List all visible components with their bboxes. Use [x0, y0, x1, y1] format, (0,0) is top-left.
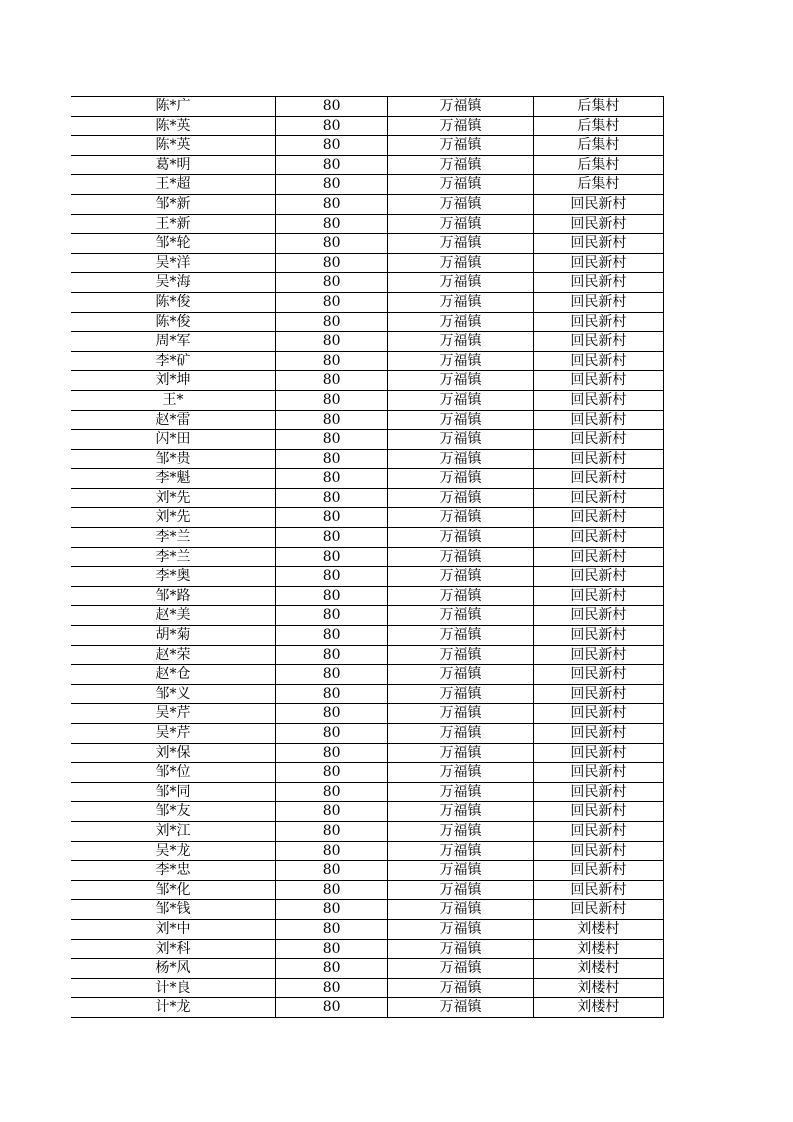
town-cell: 万福镇	[388, 234, 533, 254]
town-cell: 万福镇	[388, 763, 533, 783]
table-row	[71, 900, 664, 920]
table-row	[71, 606, 664, 626]
table-row	[71, 939, 664, 959]
amount-cell: 80	[276, 155, 388, 175]
name-cell: 吴*芹	[71, 704, 276, 724]
village-cell: 后集村	[533, 116, 663, 136]
village-cell: 回民新村	[533, 880, 663, 900]
town-cell: 万福镇	[388, 626, 533, 646]
name-cell: 吴*洋	[71, 253, 276, 273]
village-cell: 回民新村	[533, 194, 663, 214]
name-cell: 赵*雷	[71, 410, 276, 430]
name-cell: 杨*风	[71, 959, 276, 979]
name-cell: 邹*化	[71, 880, 276, 900]
amount-cell: 80	[276, 978, 388, 998]
village-cell: 回民新村	[533, 488, 663, 508]
village-cell: 刘楼村	[533, 919, 663, 939]
name-cell: 王*	[71, 390, 276, 410]
name-cell: 刘*中	[71, 919, 276, 939]
name-cell: 胡*菊	[71, 626, 276, 646]
village-cell: 回民新村	[533, 253, 663, 273]
name-cell: 计*龙	[71, 998, 276, 1018]
table-row	[71, 724, 664, 744]
table-row	[71, 959, 664, 979]
name-cell: 李*矿	[71, 351, 276, 371]
name-cell: 刘*保	[71, 743, 276, 763]
name-cell: 闪*田	[71, 430, 276, 450]
town-cell: 万福镇	[388, 665, 533, 685]
name-cell: 李*兰	[71, 528, 276, 548]
village-cell: 回民新村	[533, 704, 663, 724]
name-cell: 邹*位	[71, 763, 276, 783]
amount-cell: 80	[276, 743, 388, 763]
village-cell: 回民新村	[533, 332, 663, 352]
name-cell: 王*新	[71, 214, 276, 234]
amount-cell: 80	[276, 508, 388, 528]
village-cell: 后集村	[533, 136, 663, 156]
amount-cell: 80	[276, 488, 388, 508]
amount-cell: 80	[276, 586, 388, 606]
table-row	[71, 861, 664, 881]
town-cell: 万福镇	[388, 684, 533, 704]
table-row	[71, 155, 664, 175]
town-cell: 万福镇	[388, 116, 533, 136]
name-cell: 邹*钱	[71, 900, 276, 920]
village-cell: 回民新村	[533, 743, 663, 763]
table-row	[71, 547, 664, 567]
town-cell: 万福镇	[388, 743, 533, 763]
village-cell: 回民新村	[533, 606, 663, 626]
table-row	[71, 508, 664, 528]
table-row	[71, 528, 664, 548]
name-cell: 李*忠	[71, 861, 276, 881]
amount-cell: 80	[276, 880, 388, 900]
table-row	[71, 292, 664, 312]
town-cell: 万福镇	[388, 273, 533, 293]
village-cell: 回民新村	[533, 763, 663, 783]
town-cell: 万福镇	[388, 724, 533, 744]
data-table	[71, 96, 664, 1018]
table-row	[71, 194, 664, 214]
table-row	[71, 253, 664, 273]
town-cell: 万福镇	[388, 136, 533, 156]
name-cell: 陈*俊	[71, 292, 276, 312]
village-cell: 回民新村	[533, 351, 663, 371]
amount-cell: 80	[276, 528, 388, 548]
town-cell: 万福镇	[388, 488, 533, 508]
town-cell: 万福镇	[388, 939, 533, 959]
amount-cell: 80	[276, 900, 388, 920]
table-row	[71, 234, 664, 254]
town-cell: 万福镇	[388, 351, 533, 371]
village-cell: 刘楼村	[533, 939, 663, 959]
village-cell: 回民新村	[533, 841, 663, 861]
name-cell: 吴*龙	[71, 841, 276, 861]
village-cell: 刘楼村	[533, 998, 663, 1018]
village-cell: 回民新村	[533, 665, 663, 685]
town-cell: 万福镇	[388, 567, 533, 587]
amount-cell: 80	[276, 234, 388, 254]
village-cell: 回民新村	[533, 626, 663, 646]
town-cell: 万福镇	[388, 606, 533, 626]
name-cell: 葛*明	[71, 155, 276, 175]
table-row	[71, 704, 664, 724]
village-cell: 回民新村	[533, 390, 663, 410]
village-cell: 回民新村	[533, 528, 663, 548]
village-cell: 回民新村	[533, 214, 663, 234]
town-cell: 万福镇	[388, 469, 533, 489]
town-cell: 万福镇	[388, 782, 533, 802]
amount-cell: 80	[276, 430, 388, 450]
town-cell: 万福镇	[388, 998, 533, 1018]
town-cell: 万福镇	[388, 97, 533, 117]
amount-cell: 80	[276, 332, 388, 352]
amount-cell: 80	[276, 763, 388, 783]
town-cell: 万福镇	[388, 900, 533, 920]
table-row	[71, 430, 664, 450]
amount-cell: 80	[276, 273, 388, 293]
name-cell: 陈*广	[71, 97, 276, 117]
table-row	[71, 567, 664, 587]
amount-cell: 80	[276, 136, 388, 156]
amount-cell: 80	[276, 351, 388, 371]
town-cell: 万福镇	[388, 919, 533, 939]
name-cell: 李*奥	[71, 567, 276, 587]
town-cell: 万福镇	[388, 645, 533, 665]
village-cell: 回民新村	[533, 900, 663, 920]
village-cell: 刘楼村	[533, 959, 663, 979]
name-cell: 邹*友	[71, 802, 276, 822]
table-row	[71, 469, 664, 489]
table-row	[71, 312, 664, 332]
village-cell: 回民新村	[533, 684, 663, 704]
village-cell: 回民新村	[533, 586, 663, 606]
table-row	[71, 978, 664, 998]
village-cell: 回民新村	[533, 782, 663, 802]
town-cell: 万福镇	[388, 312, 533, 332]
name-cell: 计*良	[71, 978, 276, 998]
name-cell: 赵*仓	[71, 665, 276, 685]
name-cell: 陈*俊	[71, 312, 276, 332]
village-cell: 回民新村	[533, 508, 663, 528]
name-cell: 邹*新	[71, 194, 276, 214]
amount-cell: 80	[276, 861, 388, 881]
table-row	[71, 214, 664, 234]
amount-cell: 80	[276, 547, 388, 567]
amount-cell: 80	[276, 782, 388, 802]
name-cell: 周*军	[71, 332, 276, 352]
name-cell: 刘*科	[71, 939, 276, 959]
amount-cell: 80	[276, 606, 388, 626]
town-cell: 万福镇	[388, 861, 533, 881]
town-cell: 万福镇	[388, 978, 533, 998]
town-cell: 万福镇	[388, 155, 533, 175]
name-cell: 邹*轮	[71, 234, 276, 254]
table-row	[71, 449, 664, 469]
amount-cell: 80	[276, 998, 388, 1018]
amount-cell: 80	[276, 469, 388, 489]
name-cell: 邹*同	[71, 782, 276, 802]
name-cell: 赵*荣	[71, 645, 276, 665]
amount-cell: 80	[276, 194, 388, 214]
amount-cell: 80	[276, 959, 388, 979]
table-row	[71, 665, 664, 685]
village-cell: 回民新村	[533, 430, 663, 450]
town-cell: 万福镇	[388, 841, 533, 861]
amount-cell: 80	[276, 390, 388, 410]
town-cell: 万福镇	[388, 547, 533, 567]
amount-cell: 80	[276, 97, 388, 117]
name-cell: 刘*江	[71, 821, 276, 841]
amount-cell: 80	[276, 292, 388, 312]
name-cell: 邹*贵	[71, 449, 276, 469]
amount-cell: 80	[276, 410, 388, 430]
village-cell: 后集村	[533, 97, 663, 117]
table-row	[71, 763, 664, 783]
town-cell: 万福镇	[388, 880, 533, 900]
name-cell: 吴*芹	[71, 724, 276, 744]
name-cell: 刘*先	[71, 488, 276, 508]
name-cell: 邹*路	[71, 586, 276, 606]
town-cell: 万福镇	[388, 704, 533, 724]
village-cell: 回民新村	[533, 547, 663, 567]
town-cell: 万福镇	[388, 430, 533, 450]
town-cell: 万福镇	[388, 528, 533, 548]
village-cell: 回民新村	[533, 234, 663, 254]
amount-cell: 80	[276, 253, 388, 273]
town-cell: 万福镇	[388, 194, 533, 214]
table-row	[71, 919, 664, 939]
village-cell: 回民新村	[533, 371, 663, 391]
village-cell: 后集村	[533, 175, 663, 195]
town-cell: 万福镇	[388, 332, 533, 352]
amount-cell: 80	[276, 214, 388, 234]
name-cell: 邹*义	[71, 684, 276, 704]
amount-cell: 80	[276, 919, 388, 939]
table-row	[71, 743, 664, 763]
table-row	[71, 97, 664, 117]
village-cell: 刘楼村	[533, 978, 663, 998]
town-cell: 万福镇	[388, 449, 533, 469]
amount-cell: 80	[276, 312, 388, 332]
village-cell: 回民新村	[533, 449, 663, 469]
village-cell: 回民新村	[533, 567, 663, 587]
table-row	[71, 782, 664, 802]
town-cell: 万福镇	[388, 175, 533, 195]
table-row	[71, 371, 664, 391]
table-row	[71, 821, 664, 841]
amount-cell: 80	[276, 645, 388, 665]
table-row	[71, 332, 664, 352]
village-cell: 回民新村	[533, 861, 663, 881]
amount-cell: 80	[276, 567, 388, 587]
town-cell: 万福镇	[388, 802, 533, 822]
town-cell: 万福镇	[388, 410, 533, 430]
amount-cell: 80	[276, 802, 388, 822]
table-body	[71, 97, 664, 1018]
amount-cell: 80	[276, 724, 388, 744]
name-cell: 陈*英	[71, 116, 276, 136]
table-row	[71, 802, 664, 822]
table-row	[71, 586, 664, 606]
village-cell: 回民新村	[533, 410, 663, 430]
town-cell: 万福镇	[388, 253, 533, 273]
town-cell: 万福镇	[388, 959, 533, 979]
town-cell: 万福镇	[388, 292, 533, 312]
name-cell: 陈*英	[71, 136, 276, 156]
table-row	[71, 136, 664, 156]
amount-cell: 80	[276, 371, 388, 391]
village-cell: 回民新村	[533, 469, 663, 489]
amount-cell: 80	[276, 665, 388, 685]
amount-cell: 80	[276, 116, 388, 136]
amount-cell: 80	[276, 175, 388, 195]
amount-cell: 80	[276, 821, 388, 841]
village-cell: 回民新村	[533, 724, 663, 744]
amount-cell: 80	[276, 684, 388, 704]
village-cell: 回民新村	[533, 802, 663, 822]
table-row	[71, 410, 664, 430]
table-row	[71, 880, 664, 900]
town-cell: 万福镇	[388, 390, 533, 410]
name-cell: 李*魁	[71, 469, 276, 489]
village-cell: 回民新村	[533, 645, 663, 665]
village-cell: 回民新村	[533, 273, 663, 293]
name-cell: 李*兰	[71, 547, 276, 567]
amount-cell: 80	[276, 704, 388, 724]
village-cell: 回民新村	[533, 292, 663, 312]
table-row	[71, 273, 664, 293]
amount-cell: 80	[276, 939, 388, 959]
town-cell: 万福镇	[388, 821, 533, 841]
name-cell: 刘*先	[71, 508, 276, 528]
town-cell: 万福镇	[388, 214, 533, 234]
town-cell: 万福镇	[388, 586, 533, 606]
amount-cell: 80	[276, 841, 388, 861]
table-row	[71, 841, 664, 861]
village-cell: 回民新村	[533, 312, 663, 332]
table-row	[71, 390, 664, 410]
name-cell: 王*超	[71, 175, 276, 195]
town-cell: 万福镇	[388, 508, 533, 528]
table-row	[71, 998, 664, 1018]
table-row	[71, 645, 664, 665]
amount-cell: 80	[276, 626, 388, 646]
table-row	[71, 175, 664, 195]
name-cell: 赵*美	[71, 606, 276, 626]
table-row	[71, 351, 664, 371]
table-row	[71, 684, 664, 704]
village-cell: 回民新村	[533, 821, 663, 841]
name-cell: 吴*海	[71, 273, 276, 293]
table-row	[71, 488, 664, 508]
town-cell: 万福镇	[388, 371, 533, 391]
table-row	[71, 626, 664, 646]
name-cell: 刘*坤	[71, 371, 276, 391]
amount-cell: 80	[276, 449, 388, 469]
table-row	[71, 116, 664, 136]
village-cell: 后集村	[533, 155, 663, 175]
